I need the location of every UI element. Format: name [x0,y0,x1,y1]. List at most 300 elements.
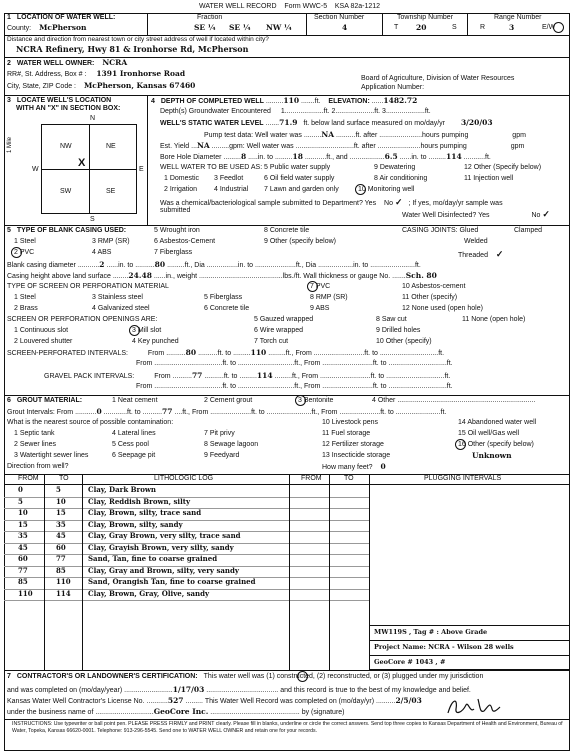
s4-number: 4 [151,98,155,105]
disinfected-label: Water Well Disinfected? Yes [402,212,490,219]
divider [4,670,570,671]
log-from: 15 [18,519,28,529]
yield-label: Est. Yield [160,143,190,150]
yield-value: NA [196,141,210,150]
casing-steel: 1 Steel [14,238,36,245]
casing-concrete: 8 Concrete tile [264,227,310,234]
depth-row: 4 DEPTH OF COMPLETED WELL .........110 .......ft. ELEVATION: ......1482.72 [151,96,418,105]
log-col-line [329,474,330,670]
use-other: 12 Other (Specify below) [464,164,542,171]
sp-to-label: ft. to [217,350,232,357]
blank-to: 80 [154,260,166,269]
s1-title: LOCATION OF WATER WELL: [16,14,116,21]
s5-label [7,227,126,235]
joints-threaded-row [458,249,503,260]
license-label: Kansas Water Well Contractor's License No. [7,698,145,705]
pump-gpm: gpm [512,132,526,139]
bore-in: in. to [257,154,274,161]
form-number: Form WWC-5 [284,3,328,10]
height-value: 24.48 [128,271,152,280]
county-row [7,24,86,33]
yield-row: Est. Yield ...NA .........gpm: Well water was ..............................ft. after ......................hours pumping gpm [160,141,525,150]
s7-text1: This water well was (1) constructed, (2) reconstructed, or (3) plugged under my jurisdiction [203,673,484,680]
mill-slot-circle [129,325,140,336]
distance-value: NCRA Refinery, Hwy 81 & Ironhorse Rd, McPherson [16,44,249,54]
log-from: 35 [18,531,28,540]
log-header-lithologic: LITHOLOGIC LOG [154,475,214,482]
log-row [4,555,570,566]
constructed-circle [297,671,308,682]
log-header-from-2: FROM [301,475,322,482]
gi-from2-label: ft., From [182,409,209,416]
divider [4,395,570,396]
s3-number: 3 [7,97,11,104]
opening-drilled: 9 Drilled holes [376,327,421,334]
township-value: 20 [416,23,427,32]
screen-asbestos: 10 Asbestos-cement [402,283,466,290]
height-weight: in., weight [165,273,198,280]
fraction-label: Fraction [197,14,223,21]
owner-value: NCRA [102,58,128,67]
log-from: 110 [18,588,33,598]
business-label: under the business name of [7,709,94,716]
screen-label: TYPE OF SCREEN OR PERFORATION MATERIAL [7,283,169,290]
screen-intervals-row-2: From ...................................ft. to .............................ft., From ..........................ft. to ..............................ft. [136,360,453,367]
joints-welded: Welded [464,238,488,245]
divider [4,225,570,226]
contam-unknown: Unknown [472,451,512,460]
tag-value: MW119S , Tag # : Above Grade [374,628,488,636]
opening-gauzed: 5 Gauzed wrapped [254,316,314,323]
static-value: 71.9 [279,118,298,127]
blank-label: Blank casing diameter [7,262,76,269]
opening-torch: 7 Torch cut [254,338,289,345]
city-row [7,82,195,91]
blank-in-to-2: in. to [237,262,254,269]
screen-intervals-row: SCREEN-PERFORATED INTERVALS: From ..........80 ..........ft. to .........110 .........ft., From ..........................ft. to ..............................ft. [7,348,445,357]
contam-privy: 7 Pit privy [204,430,235,437]
grout-neat: 1 Neat cement [112,397,158,404]
wall-value: Sch. 80 [405,271,437,280]
city-value: McPherson, Kansas 67460 [83,81,196,90]
business-value: GeoCore Inc. [153,707,209,716]
chem-tail: ; If yes, mo/day/yr sample was [408,200,503,207]
screen-other: 11 Other (specify) [402,294,458,301]
log-from: 85 [18,577,28,586]
s2-label [7,59,127,68]
section-box-vline [89,124,90,214]
casing-wrought: 5 Wrought iron [154,227,200,234]
log-description: Clay, Gray Brown, very silty, trace sand [88,531,241,540]
fraction-3: NW ¼ [266,23,292,32]
blank-in-to-3: in. to [353,262,369,269]
distance-label: Distance and direction from nearest town or city street address of well if located within city? [7,36,269,43]
s6-number: 6 [7,397,11,404]
disinfected-no: No [531,212,541,219]
s1-number: 1 [7,14,11,21]
casing-rmp: 3 RMP (SR) [92,238,130,245]
location-x-mark: X [78,157,86,169]
divider [382,13,383,35]
gravel-row-2: From ...................................ft. to .............................ft., From ..........................ft. to ..............................ft. [136,383,453,390]
s3-title: LOCATE WELL'S LOCATION [16,97,112,104]
license-value: 527 [167,696,184,705]
divider [147,13,148,35]
log-description: Clay, Brown, silty, trace sand [88,508,202,517]
log-row [4,498,570,509]
ksa-number: KSA 82a-1212 [334,3,381,10]
range-value: 3 [509,23,515,32]
bore-2: 6.5 [384,152,398,161]
contam-feedyard: 9 Feedyard [204,452,240,459]
s7-row [7,673,483,681]
casing-asbestos: 6 Asbestos-Cement [154,238,216,245]
s1-label [7,14,115,22]
address-row [7,70,185,79]
submitted-label: submitted [160,207,191,214]
gw-3: 3 [382,108,386,115]
range-r: R [480,24,486,31]
opening-wire: 6 Wire wrapped [254,327,304,334]
log-from: 60 [18,554,28,563]
use-public: 5 Public water supply [264,164,331,171]
gi-to: 77 [162,407,173,416]
log-col-line [82,474,83,670]
casing-fiberglass: 7 Fiberglass [154,249,193,256]
divider [4,719,570,720]
gp-to: 114 [256,371,273,380]
screen-none: 12 None used (open hole) [402,305,483,312]
section-label: Section Number [314,14,365,21]
how-many-row [322,463,386,472]
how-many-label: How many feet? [322,464,373,471]
log-from: 45 [18,542,28,552]
gw-1: 1 [280,108,285,115]
screen-steel: 1 Steel [14,294,36,301]
business-row: under the business name of ..............................GeoCore Inc. .............................................. by (signature) [7,707,345,716]
address-value: 1391 Ironhorse Road [96,69,186,78]
bore-to-2: 114 [446,152,462,161]
use-injection: 11 Injection well [464,175,514,182]
screen-rmp: 8 RMP (SR) [310,294,348,301]
chem-no: No [384,200,393,207]
sp-from: 80 [185,348,197,357]
pump-row: Pump test data: Well water was .........NA ..........ft. after ......................hours pumping gpm [204,130,526,139]
log-description: Clay, Dark Brown [88,485,157,494]
quadrant-ne: NE [106,143,116,150]
bore-to-1: 18 [292,152,303,161]
log-header-to-2: TO [344,475,354,482]
groundwater-label: Depth(s) Groundwater Encountered [160,108,271,115]
compass-s: S [90,216,95,223]
divider [4,57,570,58]
joints-threaded: Threaded [458,252,488,259]
log-description: Clay, Reddish Brown, silty [88,496,191,506]
fraction-2: SE ¼ [229,23,251,32]
address-label: RR#, St. Address, Box # : [7,71,87,78]
city-label: City, State, ZIP Code : [7,83,76,90]
screen-pvc: 7 PVC [310,283,331,290]
opening-other: 10 Other (specify) [376,338,432,345]
blank-diameter: 2 [99,260,105,269]
contam-fertilizer: 12 Fertilizer storage [322,441,384,448]
opening-saw: 8 Saw cut [376,316,407,323]
sp-from-label: From [147,350,165,357]
opening-key: 4 Key punched [132,338,179,345]
log-header-to: TO [59,475,69,482]
s7-number: 7 [7,673,11,680]
monitoring-circle [355,184,366,195]
quadrant-se: SE [106,188,116,195]
log-from: 77 [18,565,28,575]
log-to: 85 [56,565,66,575]
use-irrigation: 2 Irrigation [164,186,198,193]
log-to: 45 [56,531,66,540]
s3-label [7,97,111,105]
s2-title: WATER WELL OWNER: [16,60,95,67]
use-air: 8 Air conditioning [374,175,428,182]
bentonite-circle [295,395,306,406]
township-label: Township Number [397,14,454,21]
contam-insecticide: 13 Insecticide storage [322,452,391,459]
sp-label: SCREEN-PERFORATED INTERVALS: [7,350,128,357]
gravel-row: GRAVEL PACK INTERVALS: From ..........77 ..........ft. to .........114 .........ft., From ..........................ft. to ..............................ft. [44,371,451,380]
disinfected-row [402,209,550,220]
elevation-value: 1482.72 [383,96,418,105]
tag-divider [369,640,570,641]
static-text: ft. below land surface measured on mo/day/yr [303,120,446,127]
log-to: 110 [56,577,71,586]
yield-hours: hours pumping [420,143,467,150]
blank-dia-2: ft., Dia [295,262,317,269]
yield-gpm: gpm: Well water was [229,143,294,150]
log-to: 77 [56,554,66,563]
record-date: 2/5/03 [395,696,422,705]
depth-value: 110 [283,96,300,105]
log-to: 5 [56,485,61,494]
form-header [199,3,380,11]
license-row: Kansas Water Well Contractor's License No. ...........527 ......... This Water Well Record was completed on (mo/day/yr) ..........2/5/03 [7,696,422,705]
use-lawn: 7 Lawn and garden only [264,186,339,193]
log-description: Sand, Orangish Tan, fine to coarse grained [88,577,256,586]
joints-clamped: Clamped [514,227,543,234]
completed-value: 1/17/03 [172,685,205,694]
screen-stainless: 3 Stainless steel [92,294,143,301]
project-name: Project Name: NCRA - Wilson 28 wells [374,643,514,651]
screen-abs: 9 ABS [310,305,330,312]
use-dewatering: 9 Dewatering [374,164,416,171]
log-row [4,567,570,578]
compass-n: N [90,115,96,122]
disinfected-check-icon: ✓ [542,209,550,219]
grout-other: 4 Other [372,397,396,404]
fraction-1: SE ¼ [194,23,216,32]
log-row [4,590,570,601]
contam-lagoon: 8 Sewage lagoon [204,441,259,448]
s7-title: CONTRACTOR'S OR LANDOWNER'S CERTIFICATION: [16,673,198,680]
completed-row: and was completed on (mo/day/year) .........................1/17/03 ..................................... and this record is true to the best of my knowledge and belief. [7,685,471,694]
s6-title: GROUT MATERIAL: [16,397,83,404]
chem-row [160,197,503,208]
wall-label: lbs./ft. Wall thickness or gauge No. [282,273,391,280]
opening-louvered: 2 Louvered shutter [14,338,73,345]
log-to: 15 [56,508,66,517]
bore-in-2: in. to [411,154,427,161]
screen-fiberglass: 5 Fiberglass [204,294,243,301]
county-label: County: [7,25,32,32]
signature-image [444,695,504,719]
log-from: 10 [18,508,28,517]
log-description: Clay, Gray and Brown, silty, very sandy [88,565,239,575]
log-description: Clay, Grayish Brown, very silty, sandy [88,542,234,552]
use-industrial: 4 Industrial [214,186,249,193]
contam-lateral: 4 Lateral lines [112,430,156,437]
elevation-label: ELEVATION: [328,98,370,105]
s3-subtitle: WITH AN "X" IN SECTION BOX: [16,105,121,112]
section-value: 4 [342,23,348,32]
contam-cess: 5 Cess pool [112,441,149,448]
divider [147,95,148,225]
log-row-line [4,600,369,601]
log-to: 114 [56,588,71,598]
blank-in-to: in. to [118,262,134,269]
how-many-value: 0 [380,462,386,471]
grout-other-row: 4 Other ....................................................................... [372,397,536,404]
gi-from: 0 [96,407,102,416]
pump-test-label: Pump test data: Well water was [204,132,302,139]
grout-intervals-row: Grout Intervals: From ...........0 ............ft. to ..........77 ....ft., From .....................ft. to .......................ft., From .....................ft. to .......................ft. [7,407,447,416]
chem-label: Was a chemical/bacteriological sample submitted to Department? Yes [160,200,377,207]
geocore-number: GeoCore # 1043 , # [374,658,446,666]
chem-check-icon: ✓ [394,197,403,207]
pump-hours: hours pumping [422,132,469,139]
log-col-line [44,474,45,670]
blank-row: Blank casing diameter ...........2 ......in. to ..........80 .........ft., Dia ................in. to .....................ft., Dia ..................in. to .......................ft. [7,260,421,269]
casing-pvc-circle [11,247,22,258]
bore-row: Bore Hole Diameter .........8 .....in. to .........18 ...........ft., and ..................6.5 ......in. to .........114 ...........ft. [160,152,491,161]
s5-number: 5 [7,227,11,234]
direction-label: Direction from well? [7,463,69,470]
depth-unit: ft. [314,98,321,105]
use-oilfield: 6 Oil field water supply [264,175,335,182]
openings-label: SCREEN OR PERFORATION OPENINGS ARE: [7,316,158,323]
s7-text3: This Water Well Record was completed on (mo/day/yr) [204,698,375,705]
township-s: S [452,24,457,31]
contam-watertight: 3 Watertight sewer lines [14,452,89,459]
log-from: 5 [18,496,23,506]
log-row [4,578,570,589]
log-row [4,521,570,532]
s7-text2: and this record is true to the best of my knowledge and belief. [280,687,471,694]
county-value: McPherson [39,23,87,32]
log-row [4,486,570,497]
tag-divider [369,655,570,656]
height-label: Casing height above land surface [7,273,111,280]
form-title: WATER WELL RECORD [199,3,277,10]
well-record-form [4,3,570,751]
casing-abs: 4 ABS [92,249,112,256]
instructions-text: INSTRUCTIONS: Use typewriter or ball point pen. PLEASE PRESS FIRMLY and PRINT clearly. Please fill in blanks, underline or circle the correct answers. Send top three copies to Kansas Department of Health and Environment, Bureau of Water, Topeka, Kansas 66620-0001. Telephone: 913-296-5545. Send one to WATER WELL OWNER and retain one for your records. [12,721,563,734]
log-col-line [289,474,290,670]
grout-cement: 2 Cement grout [204,397,253,404]
log-from: 0 [18,485,23,494]
contam-label: What is the nearest source of possible contamination: [7,419,174,426]
threaded-check-icon: ✓ [495,249,504,259]
screen-galvanized: 4 Galvanized steel [92,305,150,312]
log-header-from: FROM [18,475,39,482]
height-row: Casing height above land surface ........24.48 ......in., weight ...........................................lbs./ft. Wall thickness or gauge No. .......Sch. 80 [7,271,437,280]
range-label: Range Number [494,14,542,21]
log-description: Clay, Brown, Gray, Olive, sandy [88,588,210,598]
casing-other: 9 Other (specify below) [264,238,336,245]
other-contam-circle [455,439,466,450]
bore-and: ft., and [326,154,348,161]
blank-dia: ft., Dia [184,262,205,269]
contam-sewer: 2 Sewer lines [14,441,57,448]
log-row [4,544,570,555]
contam-septic: 1 Septic tank [14,430,55,437]
log-description: Clay, Brown, silty, sandy [88,519,183,529]
range-direction: E/W [542,24,556,31]
gi-label: Grout Intervals: From [7,409,74,416]
static-date: 3/20/03 [460,118,493,127]
township-t: T [394,24,399,31]
divider [306,13,307,35]
application-number: Application Number: [361,84,425,91]
range-west-circle [553,22,564,33]
screen-pvc-circle [307,281,318,292]
depth-label: DEPTH OF COMPLETED WELL [160,98,264,105]
board-label: Board of Agriculture, Division of Water Resources [361,75,515,82]
contam-fuel: 11 Fuel storage [322,430,371,437]
gp-from-label: From [154,373,171,380]
log-row [4,509,570,520]
screen-concrete: 6 Concrete tile [204,305,250,312]
contam-oil: 15 Oil well/Gas well [458,430,520,437]
pump-test-value: NA [321,130,335,139]
contam-seepage: 6 Seepage pit [112,452,156,459]
bore-label: Bore Hole Diameter [160,154,222,161]
gp-label: GRAVEL PACK INTERVALS: [44,373,135,380]
use-feedlot: 3 Feedlot [214,175,244,182]
yield-gpm2: gpm [510,143,525,150]
use-monitoring: 10 Monitoring well [358,186,415,193]
contam-abandoned: 14 Abandoned water well [458,419,537,426]
casing-pvc: 2 PVC [14,249,35,256]
log-to: 60 [56,542,66,552]
contam-other: 16 Other (specify below) [458,441,534,448]
use-domestic: 1 Domestic [164,175,200,182]
sp-to: 110 [250,348,267,357]
log-header-plugging: PLUGGING INTERVALS [424,475,502,482]
compass-e: E [139,166,144,173]
s5-title: TYPE OF BLANK CASING USED: [16,227,127,234]
opening-mill: 3 Mill slot [132,327,162,334]
contam-livestock: 10 Livestock pens [322,419,379,426]
compass-w: W [32,166,39,173]
log-to: 10 [56,496,66,506]
quadrant-nw: NW [60,143,72,150]
opening-none: 11 None (open hole) [462,316,526,323]
signature-label: by (signature) [301,709,345,716]
opening-continuous: 1 Continuous slot [14,327,69,334]
log-row [4,532,570,543]
groundwater-row: Depth(s) Groundwater Encountered 1....................ft. 2....................ft. 3....................ft. [160,108,431,115]
screen-brass: 2 Brass [14,305,38,312]
quadrant-sw: SW [60,188,72,195]
gp-from: 77 [191,371,203,380]
grout-bentonite: 3 Bentonite [298,397,334,404]
